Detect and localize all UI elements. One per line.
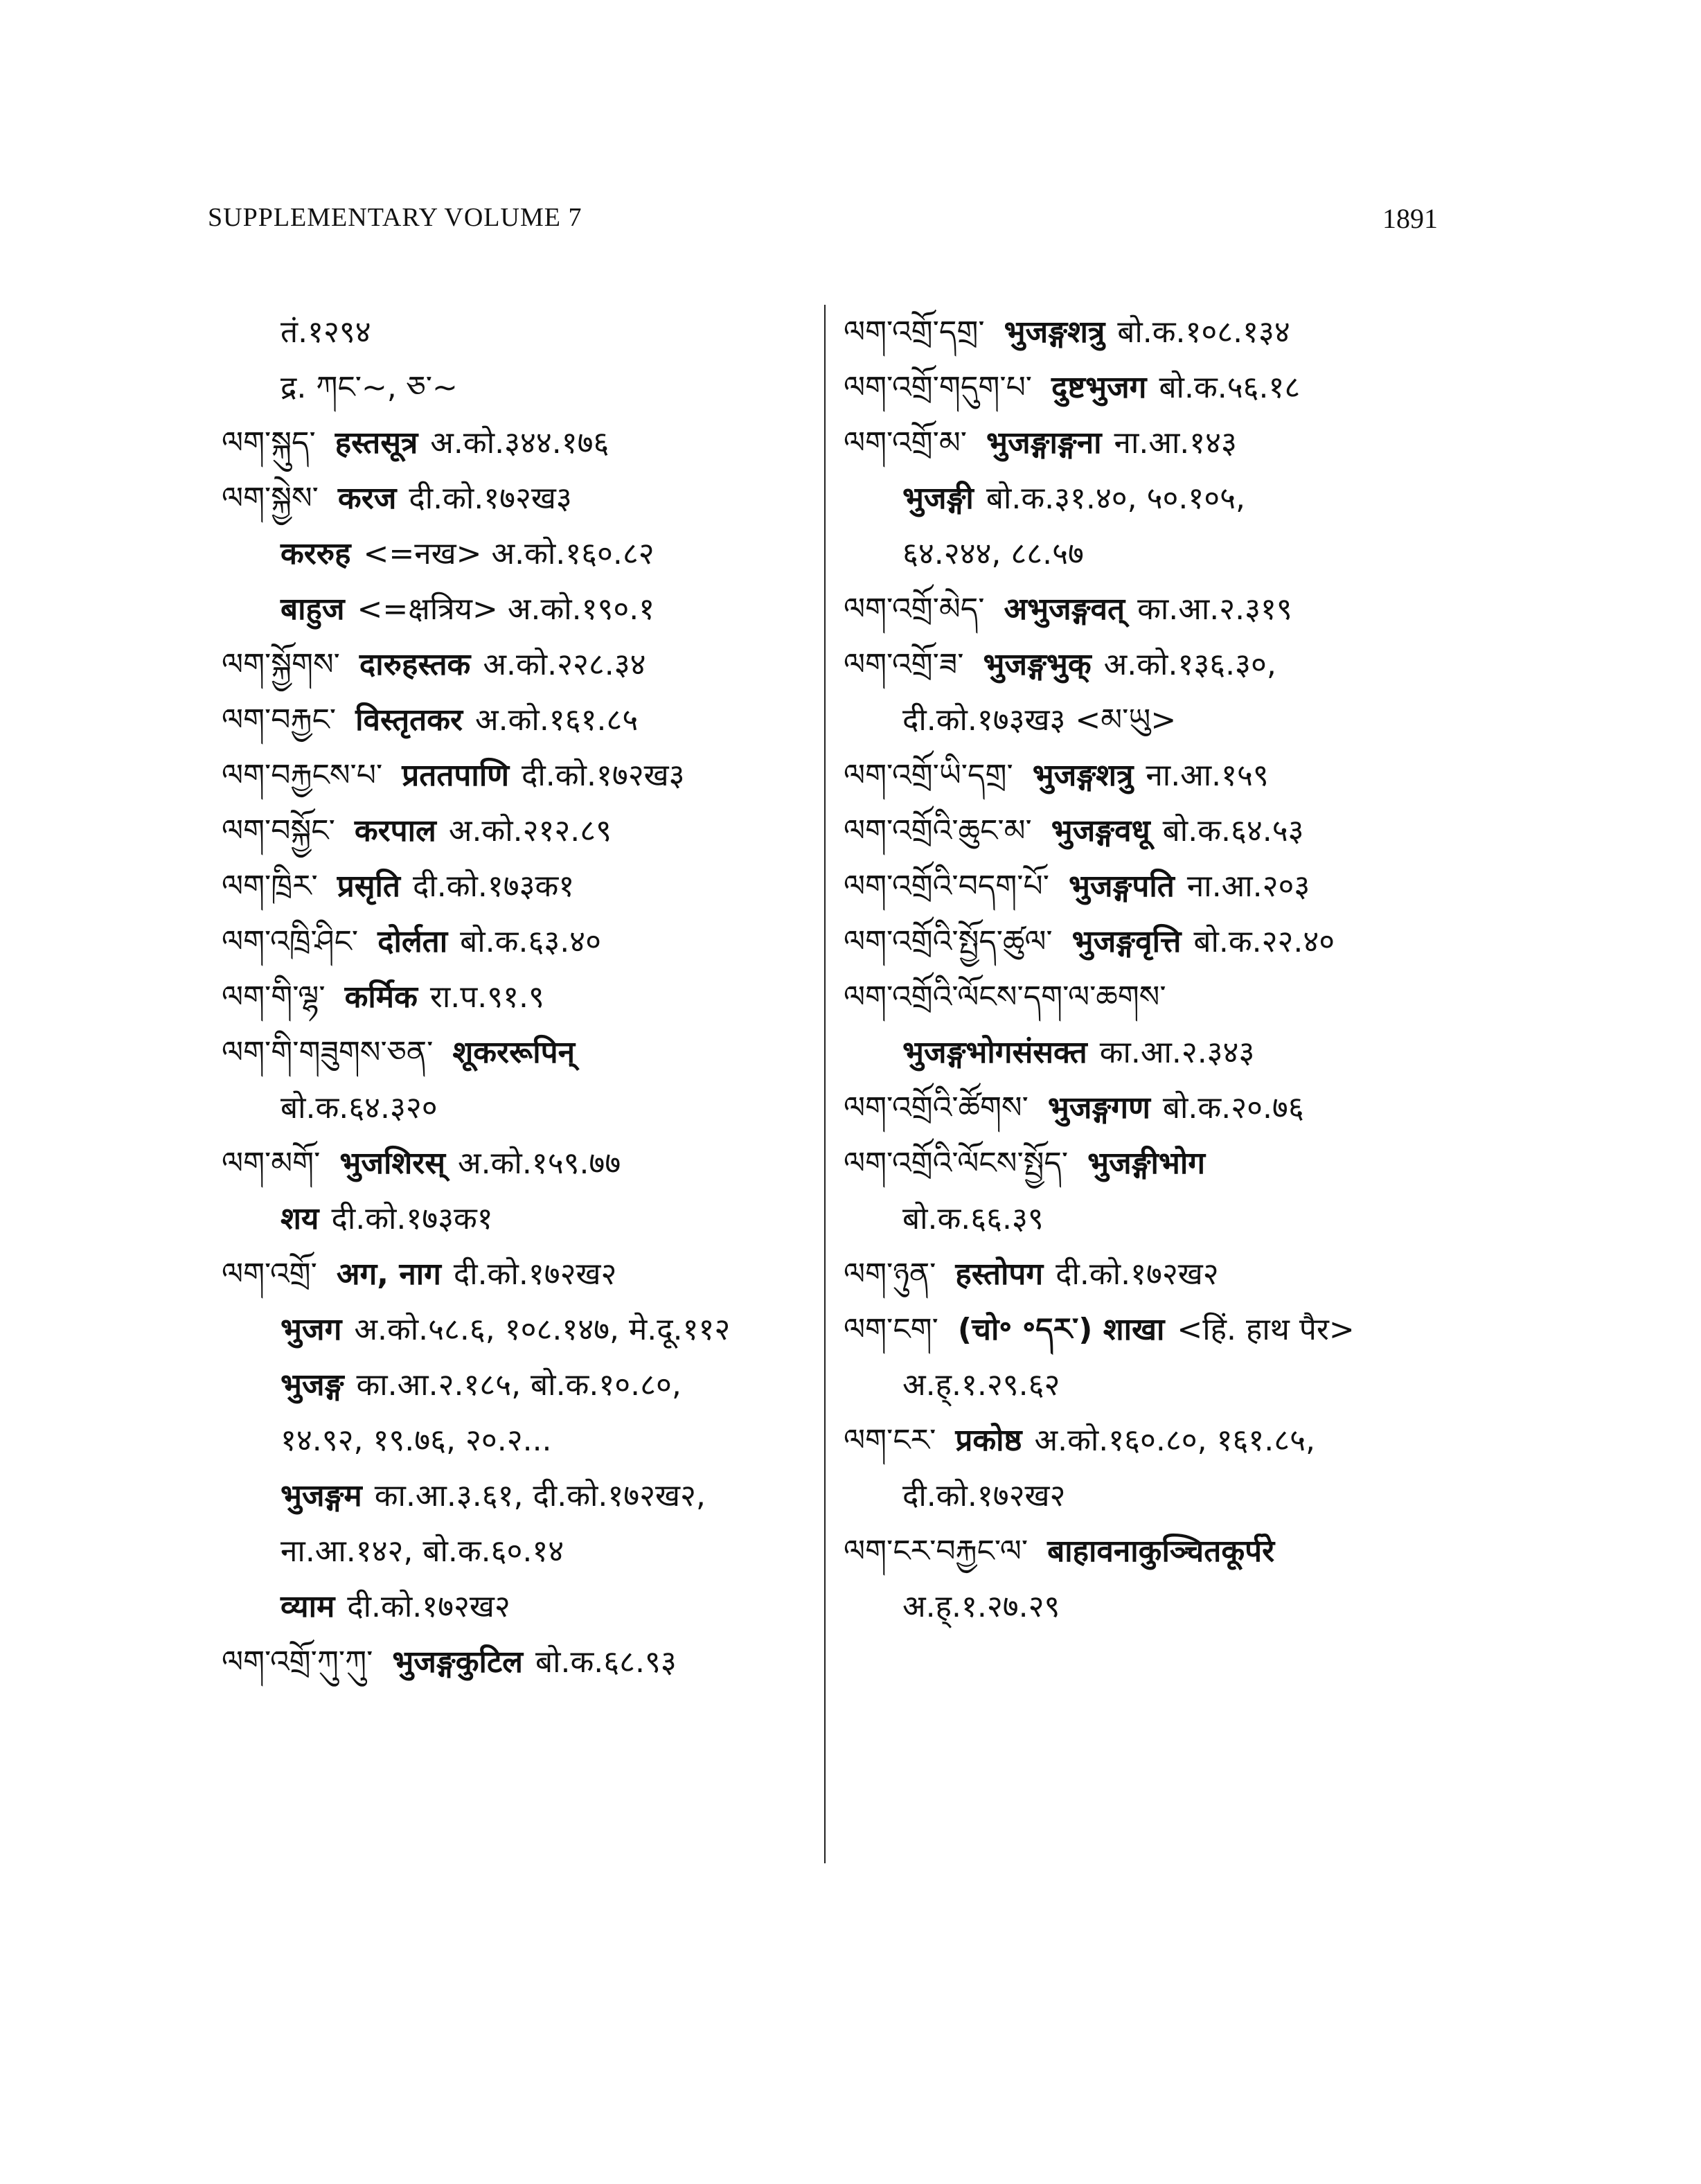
- source-reference: अ.को.१३६.३०,: [1103, 647, 1276, 682]
- dictionary-line: [222, 1468, 817, 1524]
- dictionary-line: [222, 1247, 817, 1302]
- source-reference: <=क्षत्रिय> अ.को.१९०.१: [357, 592, 655, 627]
- dictionary-line: [222, 637, 817, 693]
- sanskrit-equivalent: भुजङ्गम: [280, 1478, 362, 1513]
- tibetan-headword: ལག་ཁྲིར་: [222, 869, 318, 904]
- sanskrit-equivalent: दारुहस्तक: [359, 647, 471, 682]
- sanskrit-equivalent: भुजङ्गभुक्: [983, 647, 1092, 682]
- source-reference: दी.को.१७३क१: [331, 1201, 493, 1236]
- sanskrit-equivalent: प्रकोष्ठ: [955, 1423, 1022, 1458]
- source-reference: का.आ.२.३४३: [1099, 1035, 1255, 1070]
- dictionary-line: [844, 582, 1467, 637]
- source-reference: रा.प.९१.९: [429, 979, 544, 1015]
- sanskrit-equivalent: करपाल: [354, 813, 436, 849]
- sanskrit-equivalent: कररुह: [280, 536, 351, 571]
- dictionary-line: [844, 526, 1467, 582]
- dictionary-line: [844, 748, 1467, 804]
- dictionary-line: [222, 859, 817, 914]
- right-column: [844, 305, 1467, 1635]
- sanskrit-equivalent: अभुजङ्गवत्: [1004, 592, 1125, 627]
- tibetan-headword: ལག་འགྲོའི་སྤྱོད་ཚུལ་: [844, 924, 1053, 959]
- sanskrit-equivalent: भुजङ्गी: [902, 481, 974, 516]
- source-reference: द्र. ཀང་~, ཅ་~: [280, 370, 458, 405]
- tibetan-headword: ལག་ངར་བརྐྱང་ལ་: [844, 1534, 1028, 1569]
- tibetan-headword: ལག་འགྲོའི་ལོངས་དག་ལ་ཆགས་: [844, 979, 1166, 1015]
- tibetan-headword: ལག་འགྲོ་: [222, 1257, 317, 1292]
- page-number: 1891: [1382, 203, 1438, 234]
- sanskrit-equivalent: (चो॰ ॰དར་) शाखा: [957, 1312, 1165, 1347]
- sanskrit-equivalent: भुजङ्गकुटिल: [392, 1644, 523, 1680]
- dictionary-line: [222, 1081, 817, 1136]
- dictionary-line: [222, 1136, 817, 1191]
- tibetan-headword: ལག་སྐྱེས་: [222, 481, 319, 516]
- tibetan-headword: ལག་འགྲོ་མ་: [844, 425, 968, 461]
- source-reference: ना.आ.१५९: [1146, 758, 1269, 793]
- source-reference: का.आ.२.३१९: [1137, 592, 1292, 627]
- sanskrit-equivalent: हस्तोपग: [955, 1257, 1044, 1292]
- tibetan-headword: ལག་འཁྲི་ཤིང་: [222, 924, 359, 959]
- dictionary-line: [222, 1191, 817, 1247]
- source-reference: दी.को.१७२ख२: [453, 1257, 617, 1292]
- dictionary-line: [222, 582, 817, 637]
- dictionary-line: [844, 914, 1467, 970]
- left-column: [222, 305, 817, 1690]
- dictionary-line: [844, 305, 1467, 360]
- dictionary-line: [844, 1081, 1467, 1136]
- source-reference: बो.क.२२.४०: [1193, 924, 1335, 959]
- sanskrit-equivalent: दोर्लता: [377, 924, 448, 959]
- tibetan-headword: ལག་འགྲོའི་བདག་པོ་: [844, 869, 1049, 904]
- dictionary-line: [222, 1524, 817, 1579]
- dictionary-line: [844, 859, 1467, 914]
- dictionary-line: [222, 1025, 817, 1081]
- tibetan-headword: ལག་འགྲོ་ཀུ་ཀུ་: [222, 1644, 373, 1680]
- tibetan-headword: ལག་འགྲོ་ཡི་དགྲ་: [844, 758, 1013, 793]
- sanskrit-equivalent: अग, नाग: [336, 1257, 441, 1292]
- dictionary-line: [844, 471, 1467, 526]
- dictionary-line: [844, 1302, 1467, 1358]
- sanskrit-equivalent: शय: [280, 1201, 319, 1236]
- dictionary-line: [222, 1358, 817, 1413]
- tibetan-headword: ལག་འགྲོ་གདུག་པ་: [844, 370, 1033, 405]
- sanskrit-equivalent: भुजङ्गशत्रु: [1004, 314, 1105, 350]
- source-reference: बो.क.६४.५३: [1162, 813, 1304, 849]
- dictionary-line: [844, 637, 1467, 693]
- tibetan-headword: ལག་ཉུན་: [844, 1257, 936, 1292]
- tibetan-headword: ལག་བརྐྱངས་པ་: [222, 758, 383, 793]
- source-reference: बो.क.५६.१८: [1159, 370, 1301, 405]
- source-reference: अ.को.२१२.८९: [448, 813, 612, 849]
- sanskrit-equivalent: बाहावनाकुञ्चितकूर्परे: [1047, 1534, 1275, 1569]
- source-reference: अ.को.२२८.३४: [483, 647, 646, 682]
- dictionary-line: [844, 416, 1467, 471]
- sanskrit-equivalent: भुजङ्गवृत्ति: [1071, 924, 1182, 959]
- tibetan-headword: ལག་འགྲོའི་ཆུང་མ་: [844, 813, 1032, 849]
- source-reference: बो.क.६४.३२०: [280, 1090, 438, 1126]
- source-reference: ६४.२४४, ८८.५७: [902, 536, 1084, 571]
- dictionary-line: [222, 526, 817, 582]
- source-reference: बो.क.३१.४०, ५०.१०५,: [986, 481, 1245, 516]
- source-reference: का.आ.२.१८५, बो.क.१०.८०,: [356, 1367, 682, 1403]
- source-reference: दी.को.१७२ख२: [347, 1589, 510, 1624]
- source-reference: अ.को.१६१.८५: [475, 702, 639, 738]
- tibetan-headword: ལག་འགྲོ་མེད་: [844, 592, 985, 627]
- sanskrit-equivalent: भुजङ्गभोगसंसक्त: [902, 1035, 1087, 1070]
- dictionary-line: [844, 1191, 1467, 1247]
- sanskrit-equivalent: हस्तसूत्र: [335, 425, 418, 461]
- dictionary-line: [844, 1468, 1467, 1524]
- dictionary-line: [222, 693, 817, 748]
- source-reference: अ.को.१६०.८०, १६१.८५,: [1034, 1423, 1315, 1458]
- tibetan-headword: ལག་འགྲོའི་ཚོགས་: [844, 1090, 1028, 1126]
- column-divider: [824, 305, 826, 1863]
- dictionary-line: [844, 970, 1467, 1025]
- sanskrit-equivalent: भुजङ्गशत्रु: [1032, 758, 1134, 793]
- source-reference: दी.को.१७२ख२: [1056, 1257, 1219, 1292]
- dictionary-line: [844, 1247, 1467, 1302]
- source-reference: अ.ह्.१.२७.२९: [902, 1589, 1060, 1624]
- tibetan-headword: ལག་འགྲོ་དགྲ་: [844, 314, 985, 350]
- sanskrit-equivalent: विस्तृतकर: [355, 702, 463, 738]
- source-reference: अ.ह्.१.२९.६२: [902, 1367, 1060, 1403]
- source-reference: का.आ.३.६१, दी.को.१७२ख२,: [374, 1478, 706, 1513]
- source-reference: बो.क.१०८.१३४: [1117, 314, 1290, 350]
- tibetan-headword: ལག་གི་གཟུགས་ཅན་: [222, 1035, 434, 1070]
- dictionary-line: [222, 748, 817, 804]
- dictionary-line: [844, 1524, 1467, 1579]
- sanskrit-equivalent: प्रसृति: [337, 869, 400, 904]
- tibetan-headword: ལག་བརྐྱང་: [222, 702, 337, 738]
- dictionary-line: [222, 471, 817, 526]
- dictionary-line: [222, 1635, 817, 1690]
- source-reference: दी.को.१७२ख३: [522, 758, 685, 793]
- dictionary-line: [222, 305, 817, 360]
- source-reference: ना.आ.१४२, बो.क.६०.१४: [280, 1534, 564, 1569]
- source-reference: १४.९२, १९.७६, २०.२...: [280, 1423, 552, 1458]
- sanskrit-equivalent: शूकररूपिन्: [452, 1035, 576, 1070]
- dictionary-line: [222, 416, 817, 471]
- source-reference: अ.को.५८.६, १०८.१४७, मे.दू.११२: [354, 1312, 731, 1347]
- sanskrit-equivalent: बाहुज: [280, 592, 345, 627]
- sanskrit-equivalent: भुजशिरस्: [339, 1146, 446, 1181]
- source-reference: दी.को.१७२ख३: [409, 481, 572, 516]
- sanskrit-equivalent: भुजङ्गवधू: [1051, 813, 1150, 849]
- dictionary-line: [844, 693, 1467, 748]
- sanskrit-equivalent: व्याम: [280, 1589, 335, 1624]
- sanskrit-equivalent: भुजङ्ग: [280, 1367, 344, 1403]
- dictionary-line: [222, 360, 817, 416]
- tibetan-headword: ལག་ངར་: [844, 1423, 936, 1458]
- sanskrit-equivalent: प्रततपाणि: [402, 758, 510, 793]
- sanskrit-equivalent: भुजग: [280, 1312, 342, 1347]
- source-reference: ना.आ.२०३: [1186, 869, 1310, 904]
- dictionary-line: [844, 1025, 1467, 1081]
- source-reference: तं.१२९४: [280, 314, 371, 350]
- sanskrit-equivalent: दुष्टभुजग: [1051, 370, 1147, 405]
- source-reference: दी.को.१७३क१: [413, 869, 575, 904]
- tibetan-headword: ལག་མགོ་: [222, 1146, 321, 1181]
- sanskrit-equivalent: भुजङ्गाङ्गना: [986, 425, 1102, 461]
- source-reference: बो.क.६३.४०: [460, 924, 601, 959]
- source-reference: दी.को.१७३ख३ <མ་ཡུ>: [902, 702, 1177, 738]
- source-reference: <हिं. हाथ पैर>: [1177, 1312, 1355, 1347]
- dictionary-line: [844, 1413, 1467, 1468]
- dictionary-line: [844, 1136, 1467, 1191]
- source-reference: अ.को.१५९.७७: [458, 1146, 621, 1181]
- dictionary-line: [222, 970, 817, 1025]
- sanskrit-equivalent: भुजङ्गगण: [1047, 1090, 1150, 1126]
- dictionary-line: [844, 1358, 1467, 1413]
- sanskrit-equivalent: करज: [337, 481, 397, 516]
- dictionary-line: [222, 1302, 817, 1358]
- dictionary-line: [844, 804, 1467, 859]
- dictionary-line: [844, 1579, 1467, 1635]
- source-reference: बो.क.६८.९३: [535, 1644, 677, 1680]
- dictionary-line: [844, 360, 1467, 416]
- tibetan-headword: ལག་འགྲོ་ཟ་: [844, 647, 964, 682]
- sanskrit-equivalent: कर्मिक: [344, 979, 418, 1015]
- running-title: SUPPLEMENTARY VOLUME 7: [208, 203, 582, 232]
- source-reference: <=नख> अ.को.१६०.८२: [363, 536, 654, 571]
- source-reference: दी.को.१७२ख२: [902, 1478, 1066, 1513]
- dictionary-line: [222, 1413, 817, 1468]
- dictionary-line: [222, 1579, 817, 1635]
- source-reference: अ.को.३४४.१७६: [430, 425, 609, 461]
- tibetan-headword: ལག་འགྲོའི་ལོངས་སྤྱོད་: [844, 1146, 1069, 1181]
- tibetan-headword: ལག་སྐུད་: [222, 425, 316, 461]
- source-reference: ना.आ.१४३: [1114, 425, 1237, 461]
- dictionary-line: [222, 804, 817, 859]
- page-header: [208, 202, 1438, 244]
- dictionary-line: [222, 914, 817, 970]
- tibetan-headword: ལག་ངག་: [844, 1312, 938, 1347]
- source-reference: बो.क.२०.७६: [1162, 1090, 1304, 1126]
- sanskrit-equivalent: भुजङ्गपति: [1068, 869, 1175, 904]
- sanskrit-equivalent: भुजङ्गीभोग: [1087, 1146, 1206, 1181]
- source-reference: बो.क.६६.३९: [902, 1201, 1044, 1236]
- tibetan-headword: ལག་སྐྱོགས་: [222, 647, 340, 682]
- tibetan-headword: ལག་བསྐྱོང་: [222, 813, 335, 849]
- tibetan-headword: ལག་གི་ལྷ་: [222, 979, 326, 1015]
